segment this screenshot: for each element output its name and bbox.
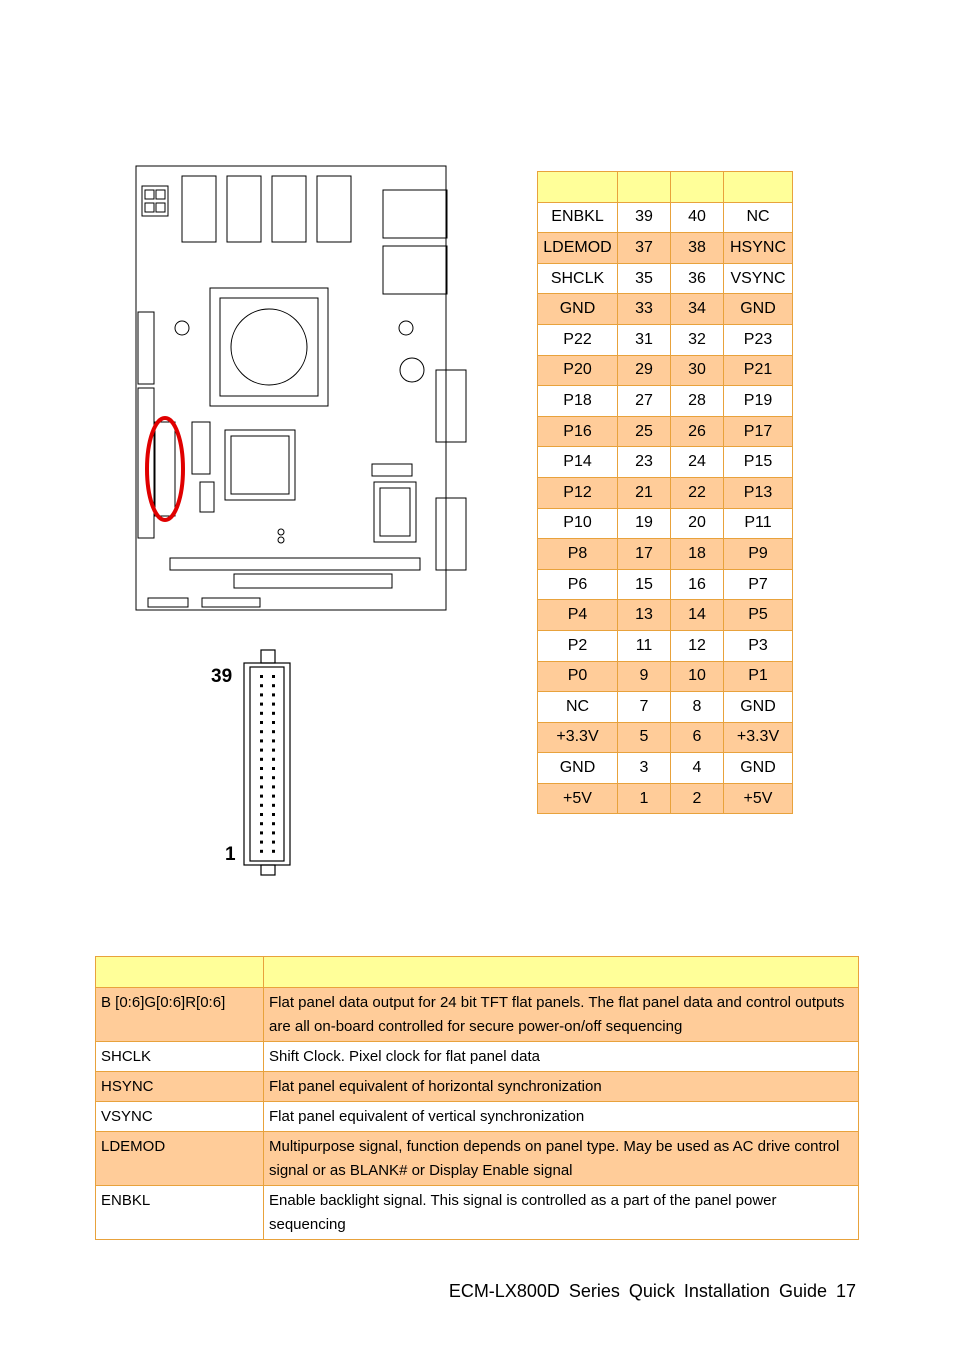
signal-right: P15 [724,447,793,478]
pin-right: 4 [671,753,724,784]
connector-pin [260,804,263,807]
connector-pin [272,693,275,696]
pin-left: 27 [618,386,671,417]
lan-connector [383,190,447,238]
pin-row [538,630,793,661]
pin-row [538,386,793,417]
signal-description: Flat panel data output for 24 bit TFT flat panels. The flat panel data and control outputs are all on-board controlled for secure power-on/off sequencing [264,988,859,1042]
signal-description: Multipurpose signal, function depends on panel type. May be used as AC drive control signal or as BLANK# or Display Enable signal [264,1132,859,1186]
signal-right: GND [724,753,793,784]
pin-right: 26 [671,416,724,447]
pin-left: 31 [618,324,671,355]
pin-left: 15 [618,569,671,600]
pin-right: 38 [671,233,724,264]
highlight-ellipse [147,418,183,520]
signal-right: NC [724,202,793,233]
pin-right: 30 [671,355,724,386]
signal-left: GND [538,753,618,784]
pin-right: 14 [671,600,724,631]
signal-right: P21 [724,355,793,386]
signal-table-header [96,957,859,988]
signal-name: LDEMOD [96,1132,264,1186]
pin-right: 40 [671,202,724,233]
signal-description: Shift Clock. Pixel clock for flat panel data [264,1042,859,1072]
pin-right: 16 [671,569,724,600]
connector-pin [260,850,263,853]
chipset [225,430,295,500]
connector-pin [260,721,263,724]
pin-left: 7 [618,692,671,723]
connector-body [244,663,290,865]
pin-row [538,722,793,753]
signal-right: P3 [724,630,793,661]
signal-left: NC [538,692,618,723]
connector-pin [260,730,263,733]
signal-description: Flat panel equivalent of vertical synchronization [264,1102,859,1132]
pin-right: 22 [671,477,724,508]
signal-row [96,1186,859,1240]
signal-left: P12 [538,477,618,508]
pin-row [538,692,793,723]
connector-pins [260,675,275,853]
connector-pin [260,749,263,752]
signal-left: P22 [538,324,618,355]
signal-right: P7 [724,569,793,600]
connector-pin [272,721,275,724]
pin-left: 35 [618,263,671,294]
signal-right: P9 [724,539,793,570]
signal-left: P18 [538,386,618,417]
pin-left: 17 [618,539,671,570]
connector-pin [260,703,263,706]
signal-left: GND [538,294,618,325]
signal-right: +5V [724,783,793,814]
pin-right: 18 [671,539,724,570]
signal-left: P20 [538,355,618,386]
connector-pin [272,749,275,752]
connector-pin [272,795,275,798]
connector-pin [272,822,275,825]
signal-name: VSYNC [96,1102,264,1132]
connector-pin [260,758,263,761]
signal-left: P6 [538,569,618,600]
pin-row [538,477,793,508]
signal-row [96,1132,859,1186]
signal-right: VSYNC [724,263,793,294]
pin-row [538,600,793,631]
pin-right: 32 [671,324,724,355]
pin-left: 11 [618,630,671,661]
connector-pin [260,712,263,715]
signal-right: GND [724,692,793,723]
pin-left: 39 [618,202,671,233]
pin-right: 28 [671,386,724,417]
signal-left: P10 [538,508,618,539]
signal-right: GND [724,294,793,325]
connector-pin [260,767,263,770]
connector-pin [260,675,263,678]
connector-pin [260,813,263,816]
signal-left: P2 [538,630,618,661]
signal-left: P0 [538,661,618,692]
connector-pin [272,758,275,761]
pin-row [538,324,793,355]
board-diagram [130,160,470,620]
pin-assignment-table [537,171,793,814]
pin-row [538,661,793,692]
pin-row [538,233,793,264]
pin-left: 37 [618,233,671,264]
connector-pin [260,684,263,687]
signal-left: P8 [538,539,618,570]
connector-pin [272,813,275,816]
pin-row [538,447,793,478]
pin-row [538,355,793,386]
connector-pin [272,850,275,853]
connector-label-39: 39 [211,666,233,687]
signal-description-table [95,956,859,1240]
signal-right: +3.3V [724,722,793,753]
pin-right: 12 [671,630,724,661]
pin-row [538,294,793,325]
connector-pin [260,795,263,798]
connector-pin [272,804,275,807]
connector-pin [272,767,275,770]
connector-pin [272,739,275,742]
pin-right: 20 [671,508,724,539]
pin-left: 3 [618,753,671,784]
connector-pin [260,693,263,696]
signal-right: P1 [724,661,793,692]
signal-left: SHCLK [538,263,618,294]
pin-left: 5 [618,722,671,753]
pin-left: 25 [618,416,671,447]
pin-left: 19 [618,508,671,539]
signal-left: +3.3V [538,722,618,753]
pin-right: 34 [671,294,724,325]
connector-pin [272,831,275,834]
signal-name: HSYNC [96,1072,264,1102]
com-port-1 [436,370,466,442]
signal-name: ENBKL [96,1186,264,1240]
usb-connector [383,246,447,294]
pin-left: 33 [618,294,671,325]
signal-left: LDEMOD [538,233,618,264]
pin-left: 29 [618,355,671,386]
page-footer: ECM-LX800D Series Quick Installation Guide 17 [448,1281,856,1301]
pin-row [538,539,793,570]
connector-pin [260,739,263,742]
connector-pin [260,776,263,779]
signal-left: +5V [538,783,618,814]
connector-pin [272,703,275,706]
signal-left: P4 [538,600,618,631]
pin-left: 13 [618,600,671,631]
pin-left: 1 [618,783,671,814]
signal-right: P19 [724,386,793,417]
signal-left: P16 [538,416,618,447]
com-port-2 [436,498,466,570]
signal-left: ENBKL [538,202,618,233]
connector-pin [272,841,275,844]
connector-pin [260,841,263,844]
signal-row [96,1102,859,1132]
signal-description: Flat panel equivalent of horizontal synchronization [264,1072,859,1102]
signal-left: P14 [538,447,618,478]
pin-left: 9 [618,661,671,692]
connector-pin [260,822,263,825]
pin-row [538,783,793,814]
pin-row [538,416,793,447]
signal-right: P17 [724,416,793,447]
signal-name: SHCLK [96,1042,264,1072]
signal-row [96,1072,859,1102]
connector-pin [260,831,263,834]
connector-pin [260,785,263,788]
connector-diagram [205,645,305,880]
connector-pin [272,730,275,733]
pin-row [538,263,793,294]
connector-pin [272,712,275,715]
pin-right: 24 [671,447,724,478]
signal-row [96,988,859,1042]
pin-right: 8 [671,692,724,723]
pin-row [538,202,793,233]
connector-pin [272,675,275,678]
pin-left: 21 [618,477,671,508]
pin-right: 36 [671,263,724,294]
pin-table-header [538,172,793,203]
pin-right: 2 [671,783,724,814]
signal-right: HSYNC [724,233,793,264]
pin-right: 10 [671,661,724,692]
connector-pin [272,785,275,788]
signal-name: B [0:6]G[0:6]R[0:6] [96,988,264,1042]
signal-right: P11 [724,508,793,539]
signal-description: Enable backlight signal. This signal is controlled as a part of the panel power sequencing [264,1186,859,1240]
pin-row [538,508,793,539]
cpu-chip [210,288,328,406]
signal-row [96,1042,859,1072]
memory-chips [182,176,351,242]
connector-pin [272,684,275,687]
pin-left: 23 [618,447,671,478]
signal-right: P23 [724,324,793,355]
connector-label-1: 1 [225,844,236,865]
lvds-connector [155,422,175,516]
pin-row [538,569,793,600]
signal-right: P13 [724,477,793,508]
connector-pin [272,776,275,779]
pin-right: 6 [671,722,724,753]
signal-right: P5 [724,600,793,631]
pin-row [538,753,793,784]
